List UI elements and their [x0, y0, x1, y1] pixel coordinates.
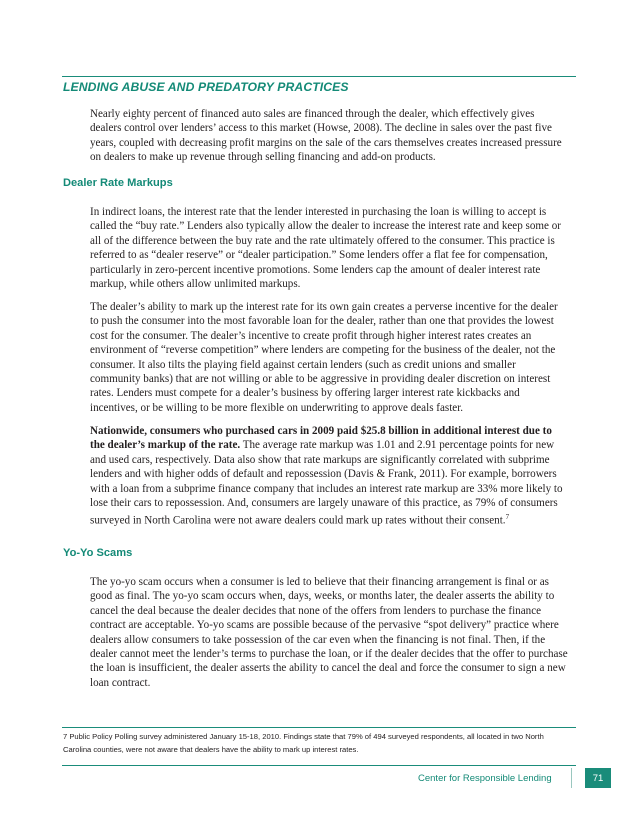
dealer-markups-paragraph-2: The dealer’s ability to mark up the interest rate for its own gain creates a perverse incentive for the dealer to push the consumer into the most favorable loan for the dealer, rather than one that provides the lowest cost for the consumer. The dealer’s incentive to create profit through higher interest rates creates an environment of “reverse competition” where lenders are competing for the business of the dealer, not the consumer. It also tilts the playing field against certain lenders (such as credit unions and smaller community banks) that are not willing or able to be aggressive in providing dealer discretion on interest rates. Lenders must compete for a dealer’s business by offering larger interest rate kickbacks and incentives, or be willing to be more flexible on underwriting to approve deals faster.: [90, 301, 558, 414]
subheading-dealer-rate-markups: Dealer Rate Markups: [63, 177, 173, 189]
yoyo-paragraph: The yo-yo scam occurs when a consumer is led to believe that their financing arrangement is final or as good as final. The yo-yo scam occurs when, days, weeks, or months later, the dealer asserts the ability to cancel the deal because the dealer decides that none of the offers from lenders to purchase the finance contract are acceptable. Yo-yo scams are possible because of the pervasive “spot delivery” practice where dealers allow consumers to take possession of the car even when the financing is not final. Then, if the dealer cannot meet the lender’s terms to purchase the loan, or if the dealer decides that the offer to purchase the loan is insufficient, the dealer asserts the ability to cancel the deal and force the consumer to sign a new loan contract.: [90, 576, 568, 689]
paragraph-3-body: The average rate markup was 1.01 and 2.91 percentage points for new and used cars, respectively. Data also show that rate markups are significantly correlated with subprime lenders and with higher odds of default and repossession (Davis & Frank, 2011). For example, borrowers with a loan from a subprime finance company that includes an interest rate markup are 33% more likely to lose their cars to repossession. And, consumers are largely unaware of this practice, as 79% of consumers surveyed in North Carolina were not aware dealers could mark up rates without their consent.: [90, 439, 563, 528]
key-finding-bold: Nationwide, consumers who purchased cars in 2009 paid $25.8 billion in additional interest due to the dealer’s markup of the rate.: [90, 425, 552, 452]
dealer-markups-paragraph-1: In indirect loans, the interest rate that the lender interested in purchasing the loan is willing to accept is called the “buy rate.” Lenders also typically allow the dealer to increase the interest rate and keep some or all of the difference between the buy rate and the rate ultimately offered to the consumer. This practice is referred to as “dealer reserve” or “dealer participation.” Some lenders offer a flat fee for compensation, particularly in zero-percent incentive promotions. Some lenders cap the amount of dealer interest rate markup, while others allow unlimited markups.: [90, 206, 561, 291]
footer-divider: [571, 768, 572, 788]
section-title: LENDING ABUSE AND PREDATORY PRACTICES: [63, 80, 349, 94]
footnote-rule-bottom: [62, 765, 576, 766]
footer-org-name: Center for Responsible Lending: [418, 773, 552, 784]
footnote: 7 Public Policy Polling survey administered January 15-18, 2010. Findings state that 79% of 494 surveyed respondents, all located in two North Carolina counties, were not aware that dealers have the ability to mark up interest rates.: [63, 732, 544, 754]
footnote-ref: 7: [505, 513, 510, 522]
page-number: 71: [585, 768, 611, 788]
intro-paragraph: Nearly eighty percent of financed auto sales are financed through the dealer, which effectively gives dealers control over lenders’ access to this market (Howse, 2008). The decline in sales over the past five years, coupled with decreasing profit margins on the sale of the cars themselves creates increased pressure on dealers to make up revenue through selling financing and add-on products.: [90, 108, 562, 164]
dealer-markups-paragraph-3: [90, 424, 568, 529]
footnote-rule-top: [62, 727, 576, 728]
header-rule: [62, 76, 576, 77]
subheading-yoyo-scams: Yo-Yo Scams: [63, 547, 133, 559]
